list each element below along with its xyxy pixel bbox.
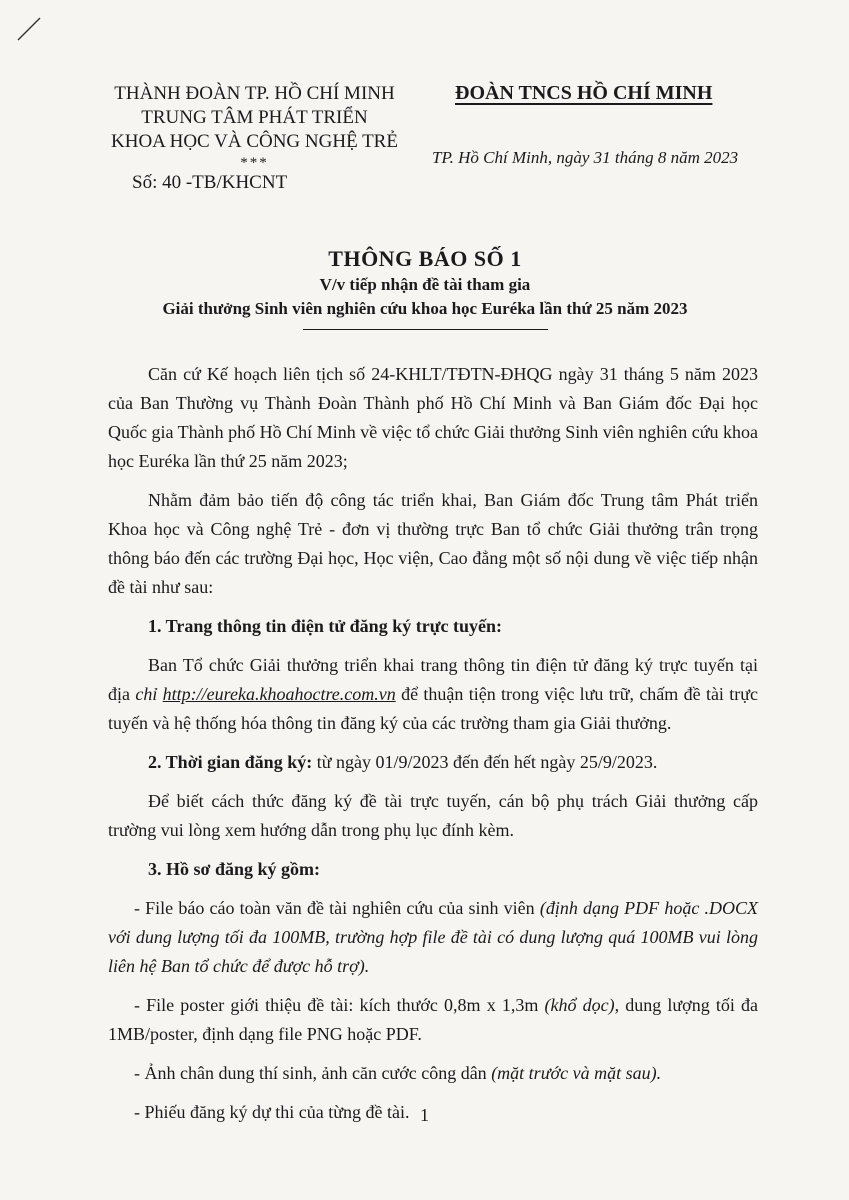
section-heading-2: 2. Thời gian đăng ký:: [148, 752, 313, 772]
paragraph-section-2: [108, 748, 758, 777]
item-2-note: (khổ dọc): [544, 995, 615, 1015]
org-line-1: THÀNH ĐOÀN TP. HỒ CHÍ MINH: [114, 83, 395, 104]
document-title: THÔNG BÁO SỐ 1: [328, 246, 522, 271]
org-line-3: KHOA HỌC VÀ CÔNG NGHỆ TRẺ: [111, 131, 398, 152]
page-number: 1: [420, 1105, 429, 1125]
parent-organization: ĐOÀN TNCS HỒ CHÍ MINH: [455, 82, 713, 104]
list-item: [108, 894, 758, 981]
item-4-text: - Phiếu đăng ký dự thi của từng đề tài.: [134, 1102, 410, 1122]
place-date: TP. Hồ Chí Minh, ngày 31 tháng 8 năm 2023: [432, 148, 739, 167]
title-block: [60, 245, 790, 330]
item-3-note: (mặt trước và mặt sau).: [491, 1063, 662, 1083]
document-body: [108, 360, 758, 1137]
registration-period: từ ngày 01/9/2023 đến đến hết ngày 25/9/2023.: [312, 752, 658, 772]
item-2-text: - File poster giới thiệu đề tài: kích thước 0,8m x 1,3m: [134, 995, 545, 1015]
section-1-after: để thuận tiện trong việc lưu trữ, chấm đề tài trực tuyến và hệ thống hóa thông tin đăng ký của các trường tham gia Giải thưởng.: [108, 684, 758, 733]
registration-link[interactable]: http://eureka.khoahoctre.com.vn: [162, 684, 396, 704]
subject-line-2: Giải thưởng Sinh viên nghiên cứu khoa học Euréka lần thứ 25 năm 2023: [162, 299, 688, 318]
list-item: [108, 1059, 758, 1088]
item-1-note: (định dạng PDF hoặc .DOCX với dung lượng tối đa 100MB, trường hợp file đề tài có dung lượng quá 100MB vui lòng liên hệ Ban tổ chức để được hỗ trợ).: [108, 898, 758, 976]
issuing-organization: [82, 82, 427, 172]
list-item: [108, 991, 758, 1049]
pen-mark: [14, 14, 44, 44]
paragraph-section-2-guide: Để biết cách thức đăng ký đề tài trực tuyến, cán bộ phụ trách Giải thưởng cấp trường vui lòng xem hướng dẫn trong phụ lục đính kèm.: [108, 791, 758, 840]
item-2-after: , dung lượng tối đa 1MB/poster, định dạng file PNG hoặc PDF.: [108, 995, 758, 1044]
subject-line-1: V/v tiếp nhận đề tài tham gia: [319, 275, 531, 294]
section-1-text: Ban Tổ chức Giải thưởng triển khai trang thông tin điện tử đăng ký trực tuyến tại địa: [108, 655, 758, 704]
item-3-text: - Ảnh chân dung thí sinh, ảnh căn cước công dân: [134, 1063, 492, 1083]
paragraph-purpose: Nhằm đảm bảo tiến độ công tác triển khai, Ban Giám đốc Trung tâm Phát triển Khoa học và Công nghệ Trẻ - đơn vị thường trực Ban tổ chức Giải thưởng trân trọng thông báo đến các trường Đại học, Học viện, Cao đẳng một số nội dung về việc tiếp nhận đề tài như sau:: [108, 490, 758, 597]
section-heading-1: 1. Trang thông tin điện tử đăng ký trực tuyến:: [148, 616, 502, 636]
org-line-2: TRUNG TÂM PHÁT TRIỂN: [141, 107, 368, 128]
section-heading-3: 3. Hồ sơ đăng ký gồm:: [148, 859, 320, 879]
section-1-chi: chỉ: [135, 684, 163, 704]
stars-separator: ***: [240, 155, 269, 171]
document-number: Số: 40 -TB/KHCNT: [132, 172, 288, 193]
paragraph-section-1: [108, 651, 758, 738]
paragraph-legal-basis: Căn cứ Kế hoạch liên tịch số 24-KHLT/TĐTN-ĐHQG ngày 31 tháng 5 năm 2023 của Ban Thường vụ Thành Đoàn Thành phố Hồ Chí Minh và Ban Giám đốc Đại học Quốc gia Thành phố Hồ Chí Minh về việc tổ chức Giải thưởng Sinh viên nghiên cứu khoa học Euréka lần thứ 25 năm 2023;: [108, 364, 758, 471]
item-1-text: - File báo cáo toàn văn đề tài nghiên cứu của sinh viên: [134, 898, 540, 918]
title-rule: [303, 329, 548, 330]
